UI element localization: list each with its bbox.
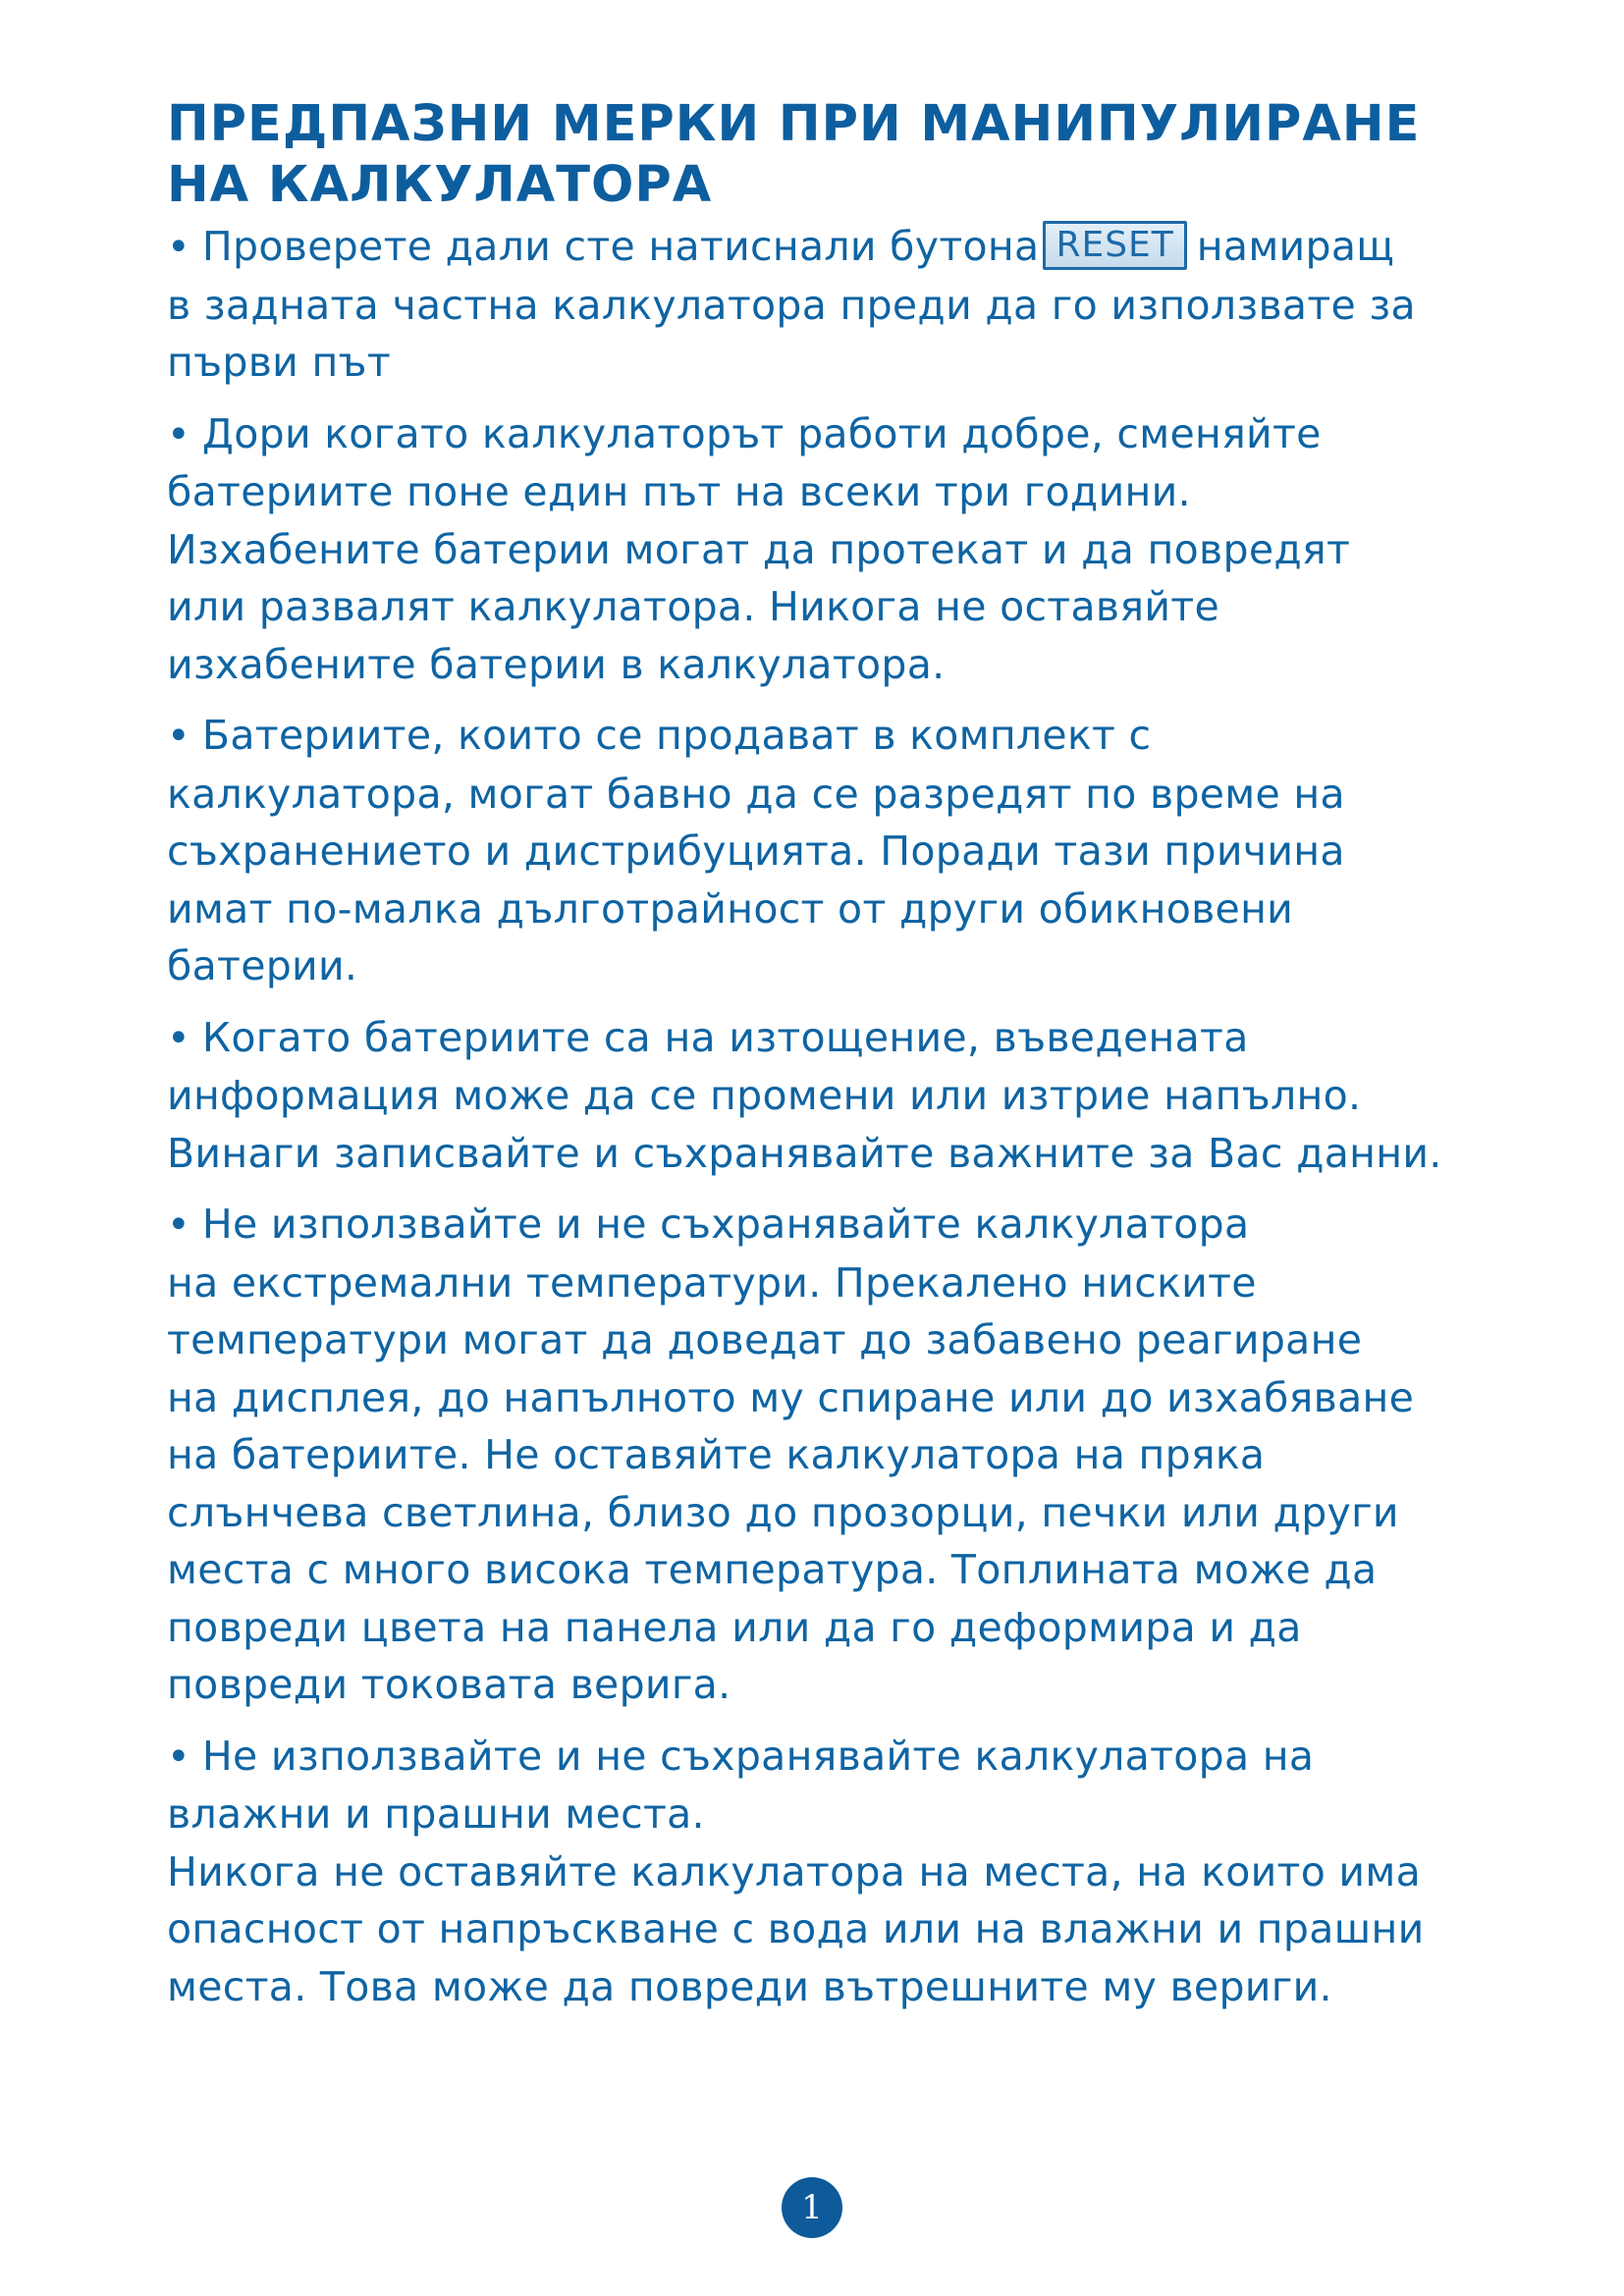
paragraph-line: опасност от напръскване с вода или на влажни и прашни (167, 1905, 1425, 1952)
paragraph-line: Изхабените батерии могат да протекат и да повредят (167, 525, 1351, 573)
paragraph-line (167, 707, 1502, 766)
bullet-paragraph-reset (167, 218, 1502, 392)
paragraph-line (167, 1196, 1502, 1255)
paragraph-line: батериите поне един път на всеки три години. (167, 468, 1191, 515)
paragraph-text: Дори когато калкулаторът работи добре, сменяйте (201, 409, 1322, 457)
paragraph-line: места с много висока температура. Топлината може да (167, 1546, 1378, 1593)
paragraph-line: повреди цвета на панела или да го деформира и да (167, 1603, 1302, 1651)
page-title (167, 94, 1502, 216)
paragraph-line: калкулатора, могат бавно да се разредят по време на (167, 770, 1345, 818)
paragraph-text: Не използвайте и не съхранявайте калкулатора (201, 1201, 1250, 1248)
paragraph-text: Проверете дали сте натиснали бутона (201, 223, 1040, 270)
bullet-icon: • (167, 1734, 190, 1780)
paragraph-line (167, 1728, 1502, 1787)
paragraph-line: на екстремални температури. Прекалено ниските (167, 1258, 1257, 1307)
bullet-icon: • (167, 1015, 190, 1061)
bullet-paragraph-included-batteries (167, 707, 1502, 995)
paragraph-text: Когато батериите са на изтощение, въведената (201, 1013, 1249, 1061)
paragraph-line: или развалят калкулатора. Никога не оставяйте (167, 583, 1219, 630)
paragraph-line: температури могат да доведат до забавено реагиране (167, 1316, 1363, 1363)
paragraph-line (167, 1009, 1502, 1068)
paragraph-line: в задната частна калкулатора преди да го използвате за (167, 281, 1416, 329)
page-content (167, 94, 1502, 2015)
bullet-icon: • (167, 225, 190, 270)
paragraph-line: изхабените батерии в калкулатора. (167, 640, 946, 688)
paragraph-text: намиращ (1196, 223, 1395, 270)
bullet-paragraph-low-battery (167, 1009, 1502, 1183)
bullet-icon: • (167, 1202, 190, 1248)
paragraph-line: места. Това може да повреди вътрешните му вериги. (167, 1962, 1332, 2010)
paragraph-line: батерии. (167, 942, 358, 989)
paragraph-line: на дисплея, до напълното му спиране или до изхабяване (167, 1373, 1415, 1421)
paragraph-text: Батериите, които се продават в комплект с (201, 712, 1152, 759)
bullet-paragraph-temperature (167, 1196, 1502, 1714)
paragraph-line: съхранението и дистрибуцията. Поради тази причина (167, 828, 1345, 875)
paragraph-line: Никога не оставяйте калкулатора на места, на които има (167, 1847, 1422, 1896)
paragraph-line (167, 218, 1502, 277)
paragraph-line: слънчева светлина, близо до прозорци, печки или други (167, 1488, 1399, 1536)
paragraph-line: на батериите. Не оставяйте калкулатора на пряка (167, 1431, 1266, 1478)
paragraph-line: първи път (167, 339, 391, 386)
bullet-paragraph-humidity-dust (167, 1728, 1502, 2016)
reset-key-icon: RESET (1043, 221, 1186, 270)
bullet-icon: • (167, 411, 190, 457)
page-number-badge: 1 (782, 2177, 842, 2238)
paragraph-line: информация може да се промени или изтрие напълно. (167, 1072, 1362, 1119)
title-line: НА КАЛКУЛАТОРА (167, 156, 713, 214)
paragraph-line (167, 405, 1502, 464)
paragraph-line: Винаги записвайте и съхранявайте важните за Вас данни. (167, 1129, 1442, 1177)
bullet-icon: • (167, 714, 190, 759)
paragraph-line: повреди токовата верига. (167, 1661, 731, 1708)
paragraph-line: имат по-малка дълготрайност от други обикновени (167, 884, 1294, 933)
title-line: ПРЕДПАЗНИ МЕРКИ ПРИ МАНИПУЛИРАНЕ (167, 95, 1421, 153)
paragraph-text: Не използвайте и не съхранявайте калкулатора на (201, 1732, 1315, 1780)
bullet-paragraph-battery-replacement (167, 405, 1502, 694)
paragraph-line: влажни и прашни места. (167, 1790, 705, 1838)
